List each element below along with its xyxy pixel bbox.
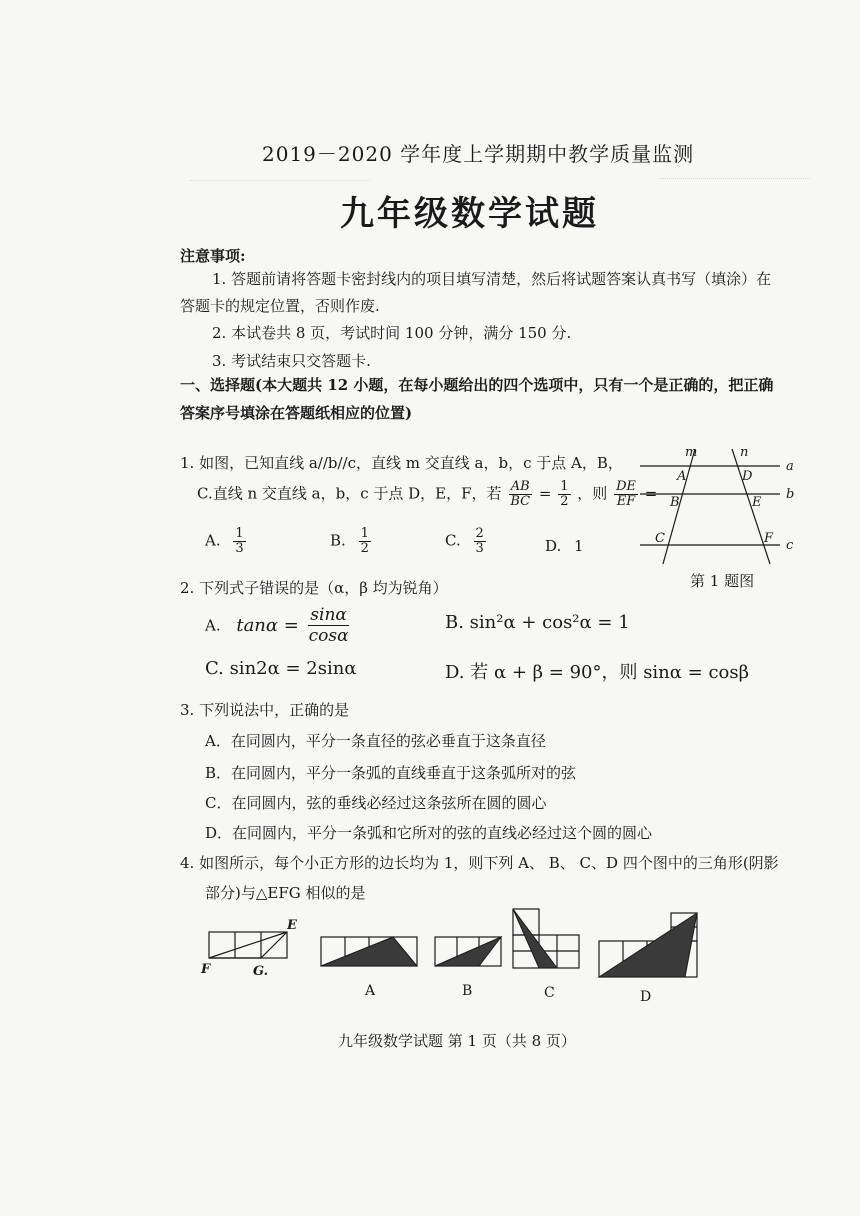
option-d-label: D — [640, 989, 652, 1005]
fraction-numerator: sinα — [310, 605, 347, 625]
option-a-fraction — [307, 605, 351, 646]
q1-option-c — [445, 527, 488, 556]
notice-item-2: 2. 本试卷共 8 页，考试时间 100 分钟，满分 150 分. — [212, 324, 572, 342]
option-a-lhs: tanα = — [236, 614, 299, 636]
efg-label-e: E — [287, 918, 297, 933]
q4-stem-line-1: 4. 如图所示，每个小正方形的边长均为 1，则下列 A、 B、 C、D 四个图中的三角形(阴影 — [180, 854, 779, 872]
q2-stem: 2. 下列式子错误的是（α，β 均为锐角） — [180, 579, 448, 597]
option-c-shaded-triangle — [513, 909, 557, 968]
fraction-denominator: 2 — [360, 541, 369, 556]
option-value: 1 — [574, 537, 584, 555]
q3-stem: 3. 下列说法中，正确的是 — [180, 701, 350, 719]
option-b-shaded-triangle — [435, 937, 501, 966]
q1-parallel-lines-figure — [630, 444, 805, 569]
q1-stem-line-1: 1. 如图，已知直线 a//b//c，直线 m 交直线 a，b，c 于点 A，B， — [180, 454, 623, 472]
option-label: D. — [545, 537, 562, 555]
q2-option-a — [205, 605, 353, 646]
q4-stem-line-2: 部分)与△EFG 相似的是 — [205, 884, 366, 902]
label-C: C — [655, 531, 665, 546]
q1-fraction-ab-bc — [508, 480, 532, 509]
label-a: a — [786, 459, 794, 474]
fraction-denominator: cosα — [308, 626, 349, 646]
option-b-label: B — [462, 983, 473, 999]
option-fraction — [359, 527, 371, 556]
label-m: m — [685, 445, 698, 460]
label-A: A — [677, 469, 687, 484]
label-E: E — [752, 495, 762, 510]
q3-option-c: C．在同圆内，弦的垂线必经过这条弦所在圆的圆心 — [205, 794, 547, 812]
label-c: c — [786, 538, 794, 553]
option-a-label: A — [365, 983, 376, 999]
q1-stem-text-a: C.直线 n 交直线 a，b，c 于点 D，E，F，若 — [197, 484, 502, 503]
label-B: B — [670, 495, 680, 510]
notice-item-1-line-2: 答题卡的规定位置，否则作废. — [180, 297, 380, 315]
q1-stem-line-2 — [197, 480, 657, 509]
fraction-numerator: 1 — [360, 526, 369, 541]
q2-option-b: B. sin²α + cos²α = 1 — [445, 612, 630, 633]
section-1-heading-line-2: 答案序号填涂在答题纸相应的位置) — [180, 404, 413, 422]
option-c-label: C — [544, 985, 555, 1001]
q3-option-b: B．在同圆内，平分一条弧的直线垂直于这条弧所对的弦 — [205, 764, 577, 782]
fraction-numerator: 2 — [475, 526, 484, 541]
q1-stem-text-c: = — [644, 484, 658, 503]
q1-figure-caption: 第 1 题图 — [690, 572, 755, 590]
q2-option-c: C. sin2α = 2sinα — [205, 658, 357, 679]
efg-label-f: F — [201, 962, 211, 977]
label-F: F — [764, 531, 774, 546]
fraction-denominator: 3 — [475, 541, 484, 556]
fraction-numerator: AB — [510, 479, 530, 494]
q3-option-a: A．在同圆内，平分一条直径的弦必垂直于这条直径 — [205, 732, 546, 750]
label-n: n — [740, 445, 749, 460]
page-footer: 九年级数学试题 第 1 页（共 8 页） — [338, 1032, 576, 1050]
bleed-through-mark — [660, 178, 810, 189]
notice-item-1-line-1: 1. 答题前请将答题卡密封线内的项目填写清楚，然后将试题答案认真书写（填涂）在 — [212, 270, 772, 288]
option-label: C. — [445, 531, 461, 550]
option-label: B. — [330, 531, 346, 550]
q1-option-b — [330, 527, 373, 556]
section-1-heading-line-1: 一、选择题(本大题共 12 小题，在每小题给出的四个选项中，只有一个是正确的，把正确 — [180, 376, 774, 394]
label-D: D — [742, 469, 753, 484]
fraction-numerator: DE — [616, 479, 636, 494]
option-label: A. — [205, 531, 221, 550]
q3-option-d: D．在同圆内，平分一条弧和它所对的弦的直线必经过这个圆的圆心 — [205, 824, 653, 842]
option-label: A. — [205, 616, 221, 635]
fraction-denominator: EF — [616, 494, 636, 509]
label-b: b — [786, 487, 795, 502]
q4-figures — [195, 905, 715, 1015]
option-d-shaded-triangle — [599, 913, 697, 977]
q1-fraction-half — [558, 480, 570, 509]
notice-item-3: 3. 考试结束只交答题卡. — [212, 352, 371, 370]
option-fraction — [474, 527, 486, 556]
q1-option-d — [545, 537, 584, 555]
fraction-denominator: BC — [510, 494, 531, 509]
equals-sign: = — [538, 484, 552, 503]
q1-stem-text-b: ，则 — [577, 484, 608, 503]
q2-option-d: D. 若 α + β = 90°，则 sinα = cosβ — [445, 662, 750, 683]
efg-edge-fe — [209, 932, 287, 958]
exam-series-title: 2019－2020 学年度上学期期中教学质量监测 — [262, 142, 695, 166]
notice-heading: 注意事项: — [180, 247, 246, 265]
q1-option-a — [205, 527, 248, 556]
efg-label-g: G. — [253, 964, 269, 979]
fraction-numerator: 1 — [235, 526, 244, 541]
fraction-denominator: 2 — [560, 494, 569, 509]
fraction-denominator: 3 — [235, 541, 244, 556]
fraction-numerator: 1 — [560, 479, 569, 494]
exam-title: 九年级数学试题 — [340, 194, 599, 234]
option-fraction — [233, 527, 245, 556]
